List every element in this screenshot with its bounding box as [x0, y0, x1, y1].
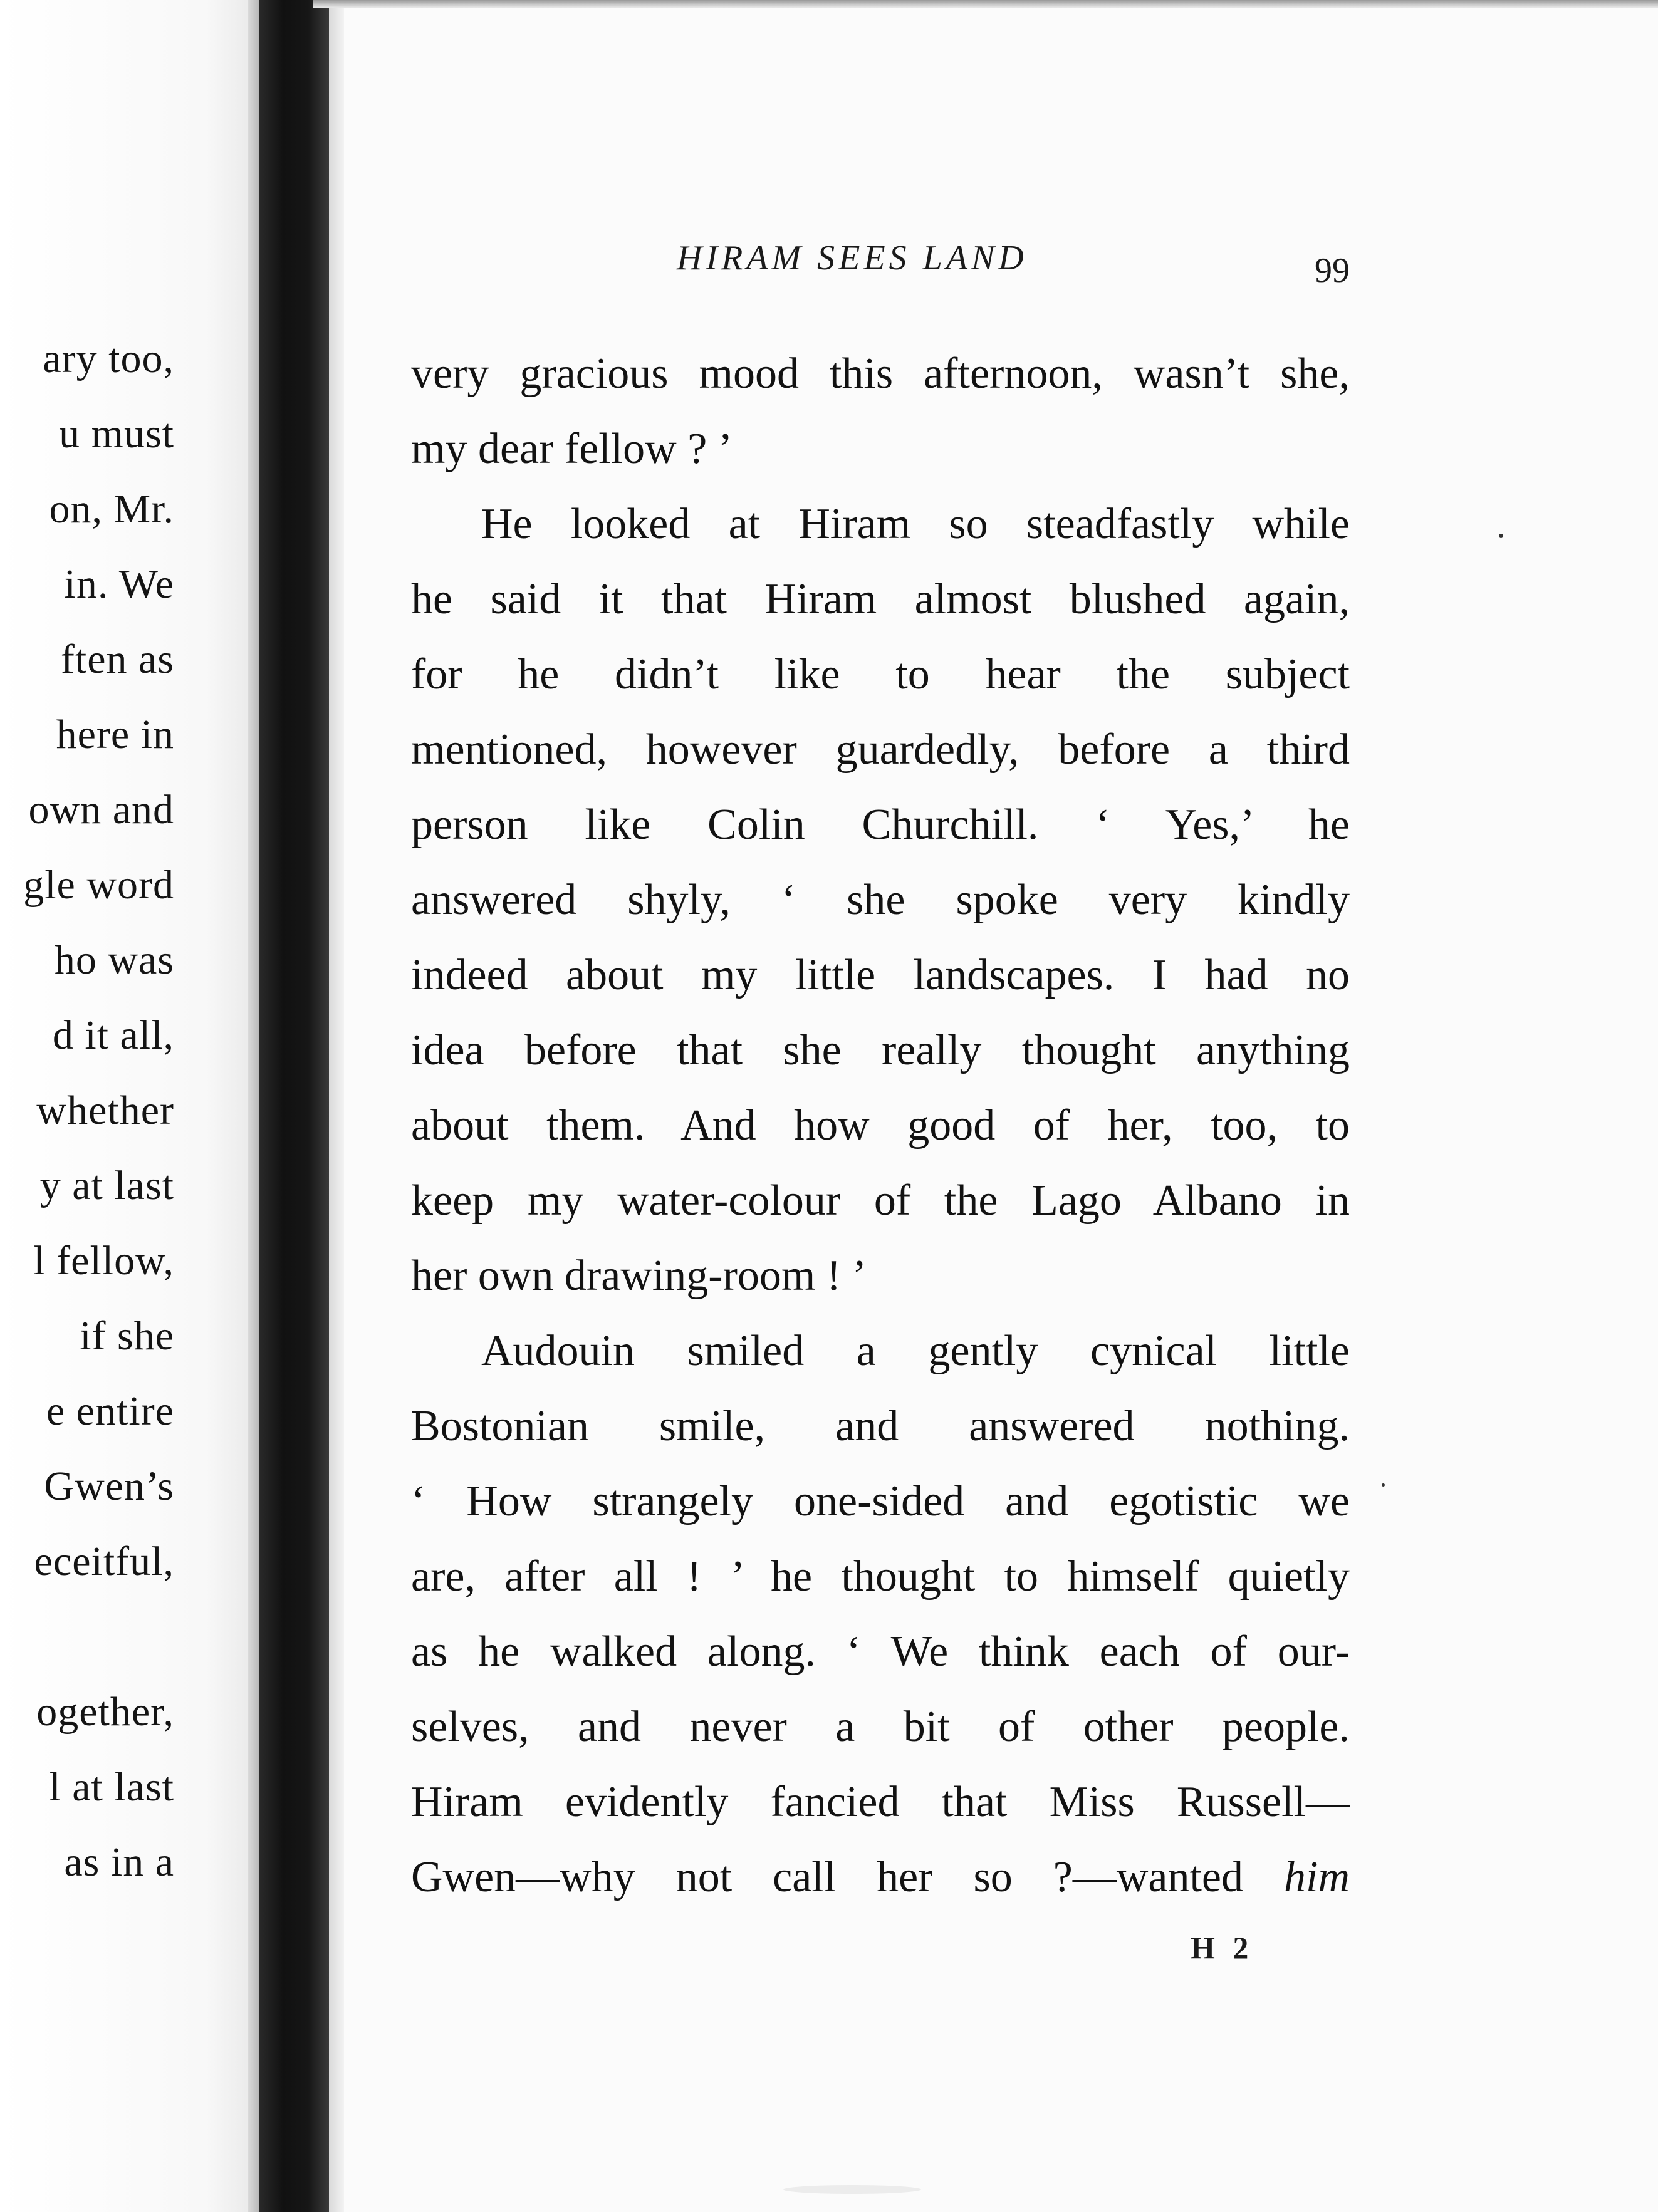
text-line: are, after all ! ’ he thought to himself quietly: [411, 1552, 1350, 1601]
verso-line: l at last: [49, 1764, 174, 1810]
verso-line: gle word: [23, 862, 174, 908]
italic-word: him: [1284, 1853, 1350, 1901]
gutter-shadow: [329, 0, 344, 2212]
signature-mark: H 2: [1191, 1930, 1254, 1965]
verso-line: here in: [56, 712, 174, 757]
book-gutter: [259, 0, 329, 2212]
text-line: he said it that Hiram almost blushed again,: [411, 575, 1350, 623]
text-line: her own drawing-room ! ’: [411, 1252, 867, 1300]
ink-speck: [1499, 534, 1503, 538]
verso-page: [0, 0, 257, 2212]
verso-line: ogether,: [36, 1689, 174, 1735]
verso-line: on, Mr.: [49, 486, 174, 532]
text-line: answered shyly, ‘ she spoke very kindly: [411, 876, 1350, 924]
text-line: idea before that she really thought anything: [411, 1026, 1350, 1074]
body-text: [411, 336, 1350, 1915]
text-line: He looked at Hiram so steadfastly while: [481, 500, 1350, 548]
verso-line: own and: [28, 787, 174, 833]
text-line: for he didn’t like to hear the subject: [411, 650, 1350, 698]
verso-line: ary too,: [43, 336, 174, 382]
text-line: mentioned, however guardedly, before a third: [411, 725, 1350, 774]
text-line: as he walked along. ‘ We think each of our-: [411, 1628, 1350, 1676]
verso-line: eceitful,: [34, 1539, 174, 1584]
verso-line: if she: [80, 1313, 174, 1359]
text-line: my dear fellow ? ’: [411, 425, 733, 473]
text-line: Bostonian smile, and answered nothing.: [411, 1402, 1350, 1450]
text-line: person like Colin Churchill. ‘ Yes,’ he: [411, 801, 1350, 849]
text-line: very gracious mood this afternoon, wasn’t she,: [411, 350, 1350, 398]
verso-line: ften as: [60, 636, 174, 682]
page-smudge: [783, 2185, 921, 2194]
page-edge: [248, 0, 259, 2212]
top-page-edge: [313, 0, 1658, 8]
text-line: selves, and never a bit of other people.: [411, 1703, 1350, 1751]
verso-line: l fellow,: [33, 1238, 174, 1284]
verso-line: as in a: [64, 1839, 174, 1885]
verso-line: in. We: [64, 561, 174, 607]
verso-line: Gwen’s: [44, 1463, 174, 1509]
page-number: 99: [1315, 251, 1350, 290]
text-line: ‘ How strangely one-sided and egotistic we: [411, 1477, 1350, 1525]
verso-line: whether: [36, 1088, 174, 1133]
text-line: Hiram evidently fancied that Miss Russell—: [411, 1778, 1350, 1826]
verso-line: ho was: [54, 937, 174, 983]
running-head: HIRAM SEES LAND: [677, 239, 1028, 278]
text-line: keep my water-colour of the Lago Albano in: [411, 1176, 1350, 1225]
text-line-start: Gwen—why not call her so ?—wanted: [411, 1853, 1243, 1901]
verso-line: u must: [59, 411, 174, 457]
text-line: about them. And how good of her, too, to: [411, 1101, 1350, 1150]
ink-speck: [1382, 1483, 1385, 1487]
verso-line: d it all,: [52, 1012, 174, 1058]
verso-line: y at last: [39, 1163, 174, 1208]
text-line: indeed about my little landscapes. I had no: [411, 951, 1350, 999]
text-line: Audouin smiled a gently cynical little: [481, 1327, 1350, 1375]
text-line-final: [411, 1840, 1350, 1915]
verso-line: e entire: [46, 1388, 174, 1434]
